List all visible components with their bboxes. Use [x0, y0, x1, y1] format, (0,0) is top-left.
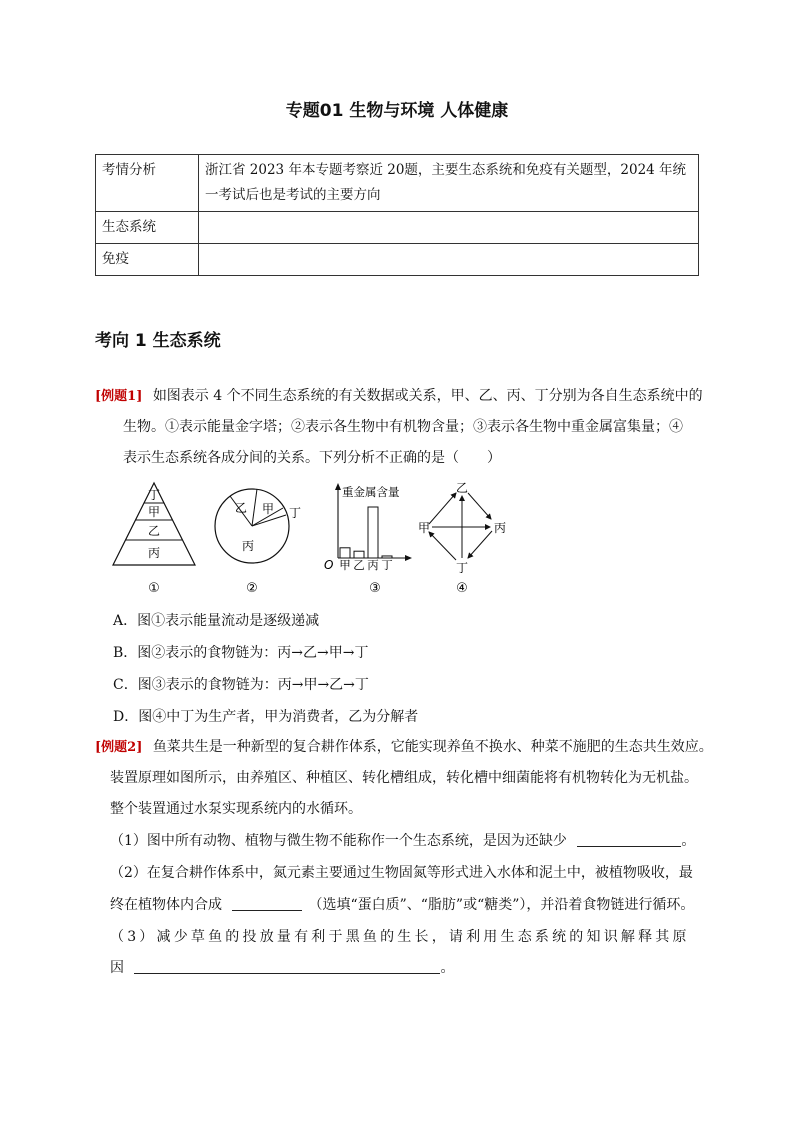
answer-blank-2[interactable] — [232, 894, 302, 911]
example2-line2: 装置原理如图所示，由养殖区、种植区、转化槽组成，转化槽中细菌能将有机物转化为无机盐。 — [110, 770, 698, 786]
pyramid-level-label: 乙 — [147, 524, 161, 538]
bar-x-tick-label: 丙 — [367, 558, 379, 572]
pie-label: 甲 — [261, 502, 275, 516]
example2-line3: 整个装置通过水泵实现系统内的水循环。 — [110, 801, 362, 817]
cycle-node-label: 甲 — [417, 521, 431, 535]
info-table — [95, 154, 699, 276]
figure-caption: ④ — [456, 581, 468, 596]
cycle-node-label: 丁 — [455, 561, 469, 575]
bar-丙 — [368, 507, 378, 558]
figure-caption: ③ — [369, 581, 381, 596]
bar-x-tick-label: 乙 — [353, 558, 365, 572]
question-2-line2 — [110, 890, 694, 921]
example2-tag: [例题2] — [95, 740, 143, 755]
pie-label: 丙 — [241, 539, 255, 553]
answer-blank-1[interactable] — [577, 830, 681, 847]
pyramid-level-label: 丁 — [147, 488, 161, 502]
question-3-end: 。 — [440, 960, 455, 976]
question-3-line1: （3）减少草鱼的投放量有利于黑鱼的生长，请利用生态系统的知识解释其原 — [110, 929, 690, 945]
bar-y-axis-label: 重金属含量 — [342, 485, 400, 499]
pyramid-level-label: 丙 — [147, 546, 161, 560]
question-2-line1: （2）在复合耕作体系中，氮元素主要通过生物固氮等形式进入水体和泥土中，被植物吸收，最 — [110, 865, 693, 881]
table-row — [96, 155, 699, 212]
table-cell-value — [199, 244, 699, 276]
option-b: B．图②表示的食物链为：丙→乙→甲→丁 — [113, 645, 369, 661]
question-2-start: 终在植物体内合成 — [110, 897, 222, 913]
table-row — [96, 244, 699, 276]
option-a: A．图①表示能量流动是逐级递减 — [113, 613, 320, 629]
table-cell-key: 免疫 — [96, 244, 199, 276]
option-d: D．图④中丁为生产者，甲为消费者，乙为分解者 — [113, 709, 419, 725]
organic-matter-pie-figure — [205, 480, 305, 600]
page-title: 专题01 生物与环境 人体健康 — [285, 101, 509, 121]
question-1-end: 。 — [681, 833, 696, 849]
energy-pyramid-figure — [108, 480, 200, 600]
example2-line1 — [95, 732, 713, 763]
answer-blank-3[interactable] — [134, 957, 440, 974]
pyramid-level-label: 甲 — [147, 505, 161, 519]
example1-text: 如图表示 4 个不同生态系统的有关数据或关系，甲、乙、丙、丁分别为各自生态系统中的 — [152, 388, 703, 404]
cycle-node-label: 乙 — [455, 481, 469, 495]
table-row — [96, 212, 699, 244]
figure-caption: ② — [246, 581, 258, 596]
example2-text: 鱼菜共生是一种新型的复合耕作体系，它能实现养鱼不换水、种菜不施肥的生态共生效应。 — [152, 739, 713, 755]
example1-line1 — [95, 381, 703, 412]
question-3-line2 — [110, 953, 454, 984]
question-3-start: 因 — [110, 960, 124, 976]
table-cell-key: 生态系统 — [96, 212, 199, 244]
example1-tag: [例题1] — [95, 389, 143, 404]
question-1 — [110, 826, 695, 857]
pie-label: 丁 — [288, 506, 302, 520]
table-cell-value — [199, 212, 699, 244]
ecosystem-relation-diagram — [415, 480, 515, 600]
example1-line2: 生物。①表示能量金字塔；②表示各生物中有机物含量；③表示各生物中重金属富集量；④ — [123, 419, 683, 435]
question-1-text: （1）图中所有动物、植物与微生物不能称作一个生态系统，是因为还缺少 — [110, 833, 567, 849]
figure-caption: ① — [148, 581, 160, 596]
question-2-end: （选填“蛋白质”、“脂肪”或“糖类”），并沿着食物链进行循环。 — [308, 897, 695, 913]
pie-label: 乙 — [234, 501, 248, 515]
option-c: C．图③表示的食物链为：丙→甲→乙→丁 — [113, 677, 369, 693]
bar-x-tick-label: 丁 — [381, 558, 393, 572]
table-cell-value: 浙江省 2023 年本专题考察近 20题，主要生态系统和免疫有关题型，2024 年统一考试后也是考试的主要方向 — [199, 155, 699, 212]
bar-x-tick-label: 甲 — [339, 558, 351, 572]
example1-line3: 表示生态系统各成分间的关系。下列分析不正确的是（ ） — [123, 450, 501, 466]
bar-乙 — [354, 551, 364, 558]
cycle-node-label: 丙 — [493, 521, 507, 535]
bar-origin-label: O — [324, 558, 334, 572]
table-cell-key: 考情分析 — [96, 155, 199, 212]
section-heading: 考向 1 生态系统 — [95, 331, 221, 351]
bar-甲 — [340, 548, 350, 558]
heavy-metal-bar-chart — [318, 480, 418, 600]
